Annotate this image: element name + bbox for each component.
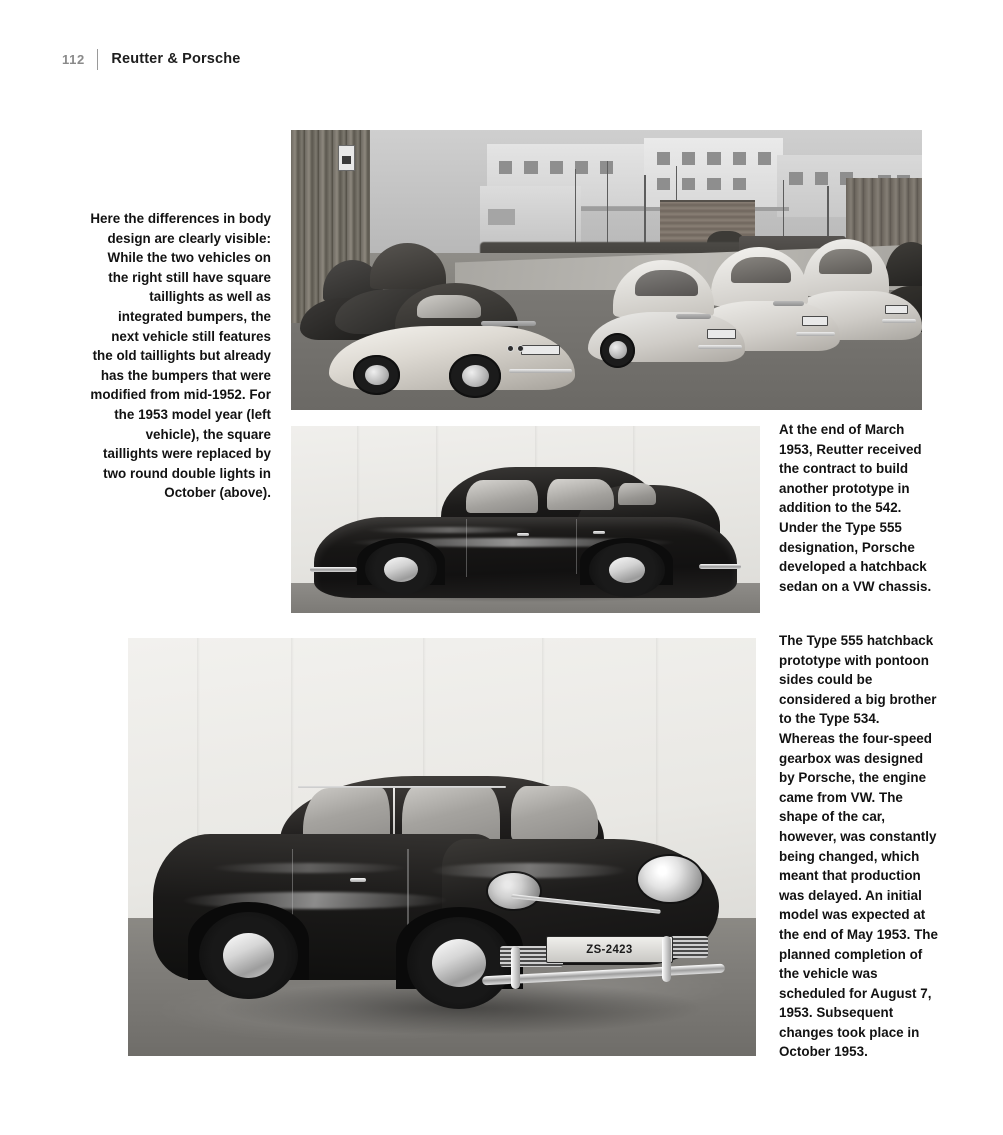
type-555-prototype-side — [314, 467, 736, 598]
photo-middle-content — [291, 426, 760, 613]
license-plate — [546, 936, 673, 963]
door-handle — [350, 878, 366, 882]
rear-quarter-window — [618, 483, 656, 505]
photo-bottom-content — [128, 638, 756, 1056]
hood-highlight — [365, 527, 534, 532]
running-header — [62, 47, 240, 71]
window-trim — [298, 786, 506, 788]
photo-type-555-side-profile — [291, 426, 760, 613]
license-plate-text: ZS-2423 — [586, 942, 633, 957]
caption-bottom-right: The Type 555 hatchback prototype with pontoon sides could be considered a big brother to the Type 534. Whereas the four-speed gearbox was designed by Porsche, the engine came from VW. The shape of the car, however, was constantly being changed, which meant that production was delayed. An initial model was expected at the end of May 1953. The planned completion of the vehicle was scheduled for August 7, 1953. Subsequent changes took place in October 1953. — [779, 633, 938, 1060]
photo-type-555-front-three-quarter — [128, 638, 756, 1056]
rear-wheel — [199, 912, 297, 999]
caption-left-column: Here the differences in body design are clearly visible: While the two vehicles on the right still have square taillights as well as integrated bumpers, the next vehicle still features the old taillights but already has the bumpers that were modified from mid-1952. For the 1953 model year (left vehicle), the square taillights were replaced by two round double lights in October (above). — [90, 211, 271, 501]
parked-356-coupe-4 — [588, 276, 746, 363]
bumper-overrider-right — [662, 936, 671, 982]
rear-bumper — [699, 564, 741, 569]
windshield — [511, 786, 598, 842]
door-handle-rear — [593, 531, 605, 534]
front-wheel — [365, 543, 437, 595]
type-555-prototype-front — [153, 776, 731, 1018]
door-handle-front — [517, 533, 529, 536]
page-number: 112 — [62, 51, 85, 67]
parked-356-cabriolet-foreground — [329, 287, 575, 391]
headlamp-right — [638, 856, 702, 902]
photo-top-content — [291, 130, 922, 410]
rear-wheel — [589, 543, 665, 597]
front-bumper — [310, 567, 356, 572]
wooden-structure-right — [846, 178, 922, 251]
rear-side-window — [547, 479, 615, 510]
front-wheel — [407, 917, 511, 1009]
caption-middle-right: At the end of March 1953, Reutter received the contract to build another prototype in addition to the 542. Under the Type 555 designation, Porsche developed a hatchback sedan on a VW chassis. — [779, 422, 932, 594]
shoulder-highlight — [211, 863, 407, 873]
bumper-overrider-left — [511, 946, 520, 990]
photo-porsche-356-lineup — [291, 130, 922, 410]
chapter-title: Reutter & Porsche — [111, 50, 241, 67]
front-side-window — [466, 480, 538, 513]
fence-sign — [338, 145, 354, 170]
foreground-house — [480, 186, 581, 248]
